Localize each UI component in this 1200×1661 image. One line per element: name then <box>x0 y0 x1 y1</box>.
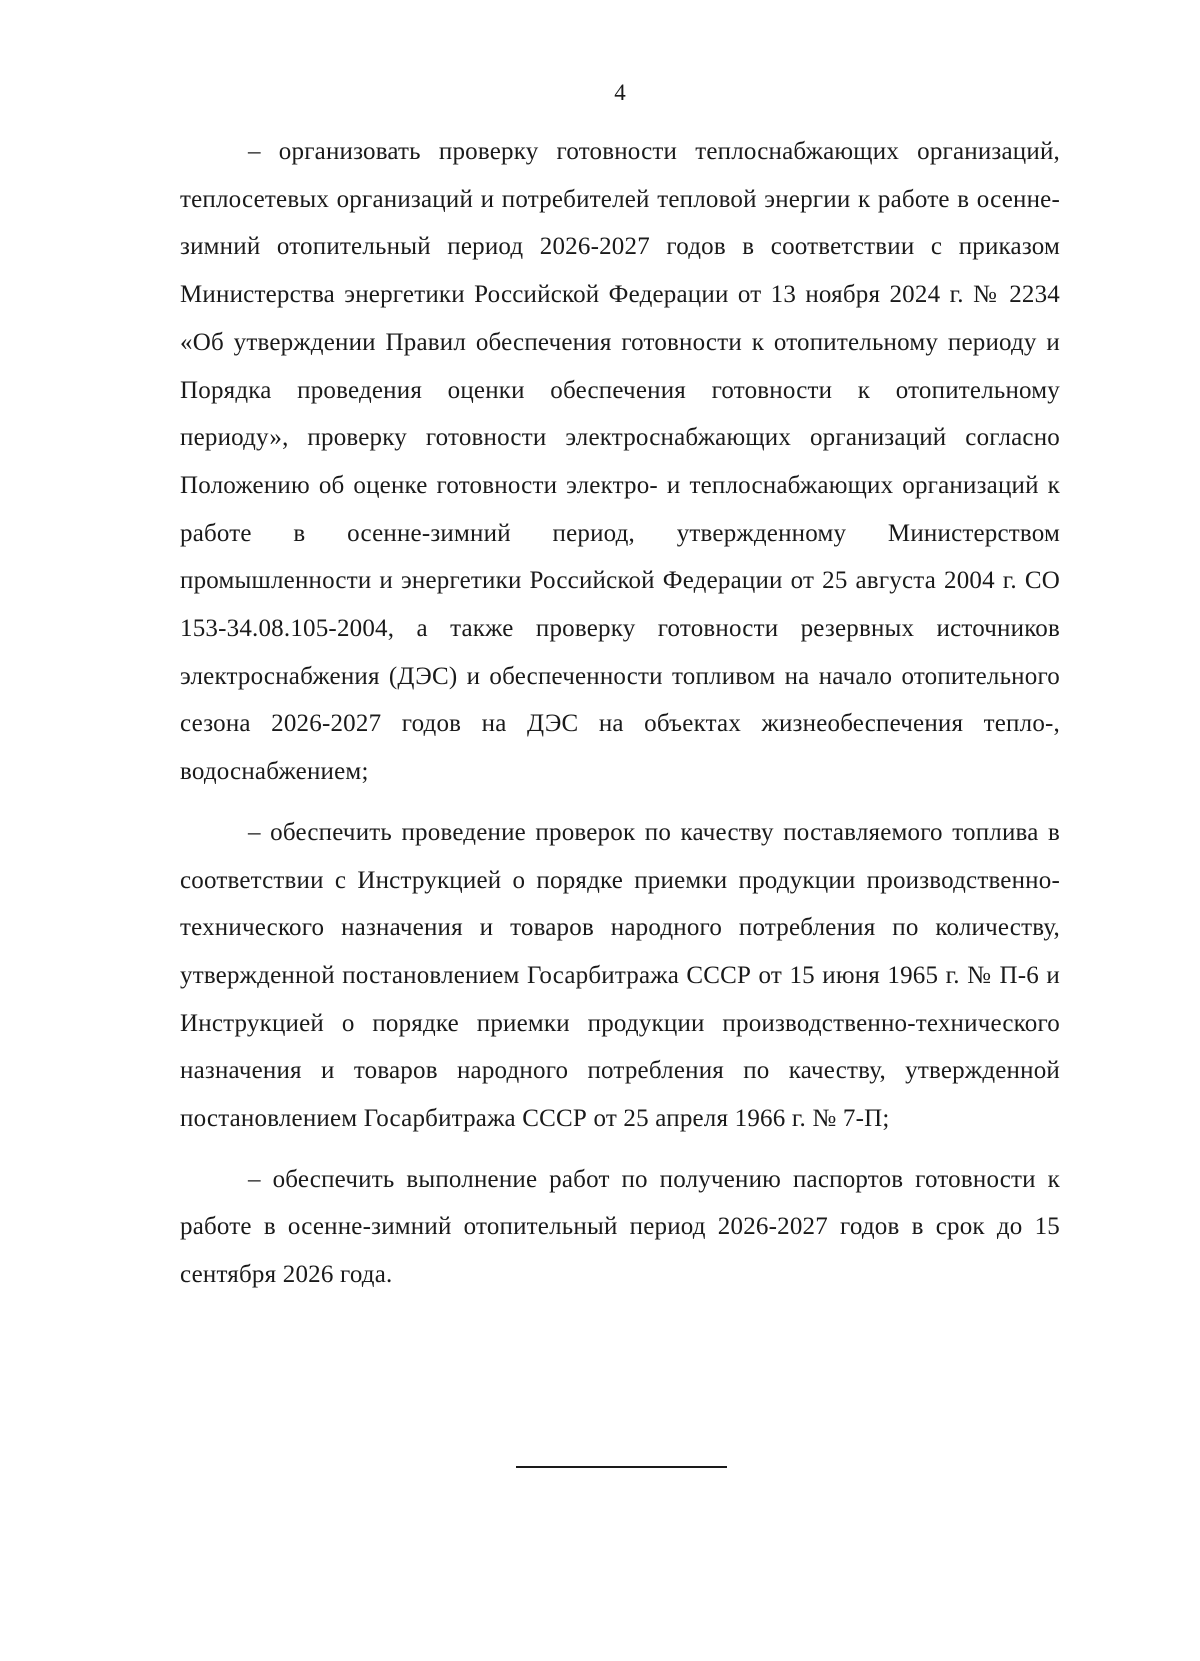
paragraph-readiness-check: – организовать проверку готовности теплоснабжающих организаций, теплосетевых организаций и потребителей тепловой энергии к работе в осенне-зимний отопительный период 2026-2027 годов в соответствии с приказом Министерства энергетики Российской Федерации от 13 ноября 2024 г. № 2234 «Об утверждении Правил обеспечения готовности к отопительному периоду и Порядка проведения оценки обеспечения готовности к отопительному периоду», проверку готовности электроснабжающих организаций согласно Положению об оценке готовности электро- и теплоснабжающих организаций к работе в осенне-зимний период, утвержденному Министерством промышленности и энергетики Российской Федерации от 25 августа 2004 г. СО 153-34.08.105-2004, а также проверку готовности резервных источников электроснабжения (ДЭС) и обеспеченности топливом на начало отопительного сезона 2026-2027 годов на ДЭС на объектах жизнеобеспечения тепло-, водоснабжением; <box>180 138 1060 786</box>
end-of-document-rule <box>516 1466 727 1468</box>
document-body <box>180 128 1060 1312</box>
page-number: 4 <box>614 80 626 105</box>
paragraph-fuel-quality: – обеспечить проведение проверок по качеству поставляемого топлива в соответствии с Инструкцией о порядке приемки продукции производственно-технического назначения и товаров народного потребления по количеству, утвержденной постановлением Госарбитража СССР от 15 июня 1965 г. № П-6 и Инструкцией о порядке приемки продукции производственно-технического назначения и товаров народного потребления по качеству, утвержденной постановлением Госарбитража СССР от 25 апреля 1966 г. № 7-П; <box>180 818 1060 1133</box>
paragraph-readiness-passports: – обеспечить выполнение работ по получению паспортов готовности к работе в осенне-зимний отопительный период 2026-2027 годов в срок до 15 сентября 2026 года. <box>180 1165 1060 1289</box>
